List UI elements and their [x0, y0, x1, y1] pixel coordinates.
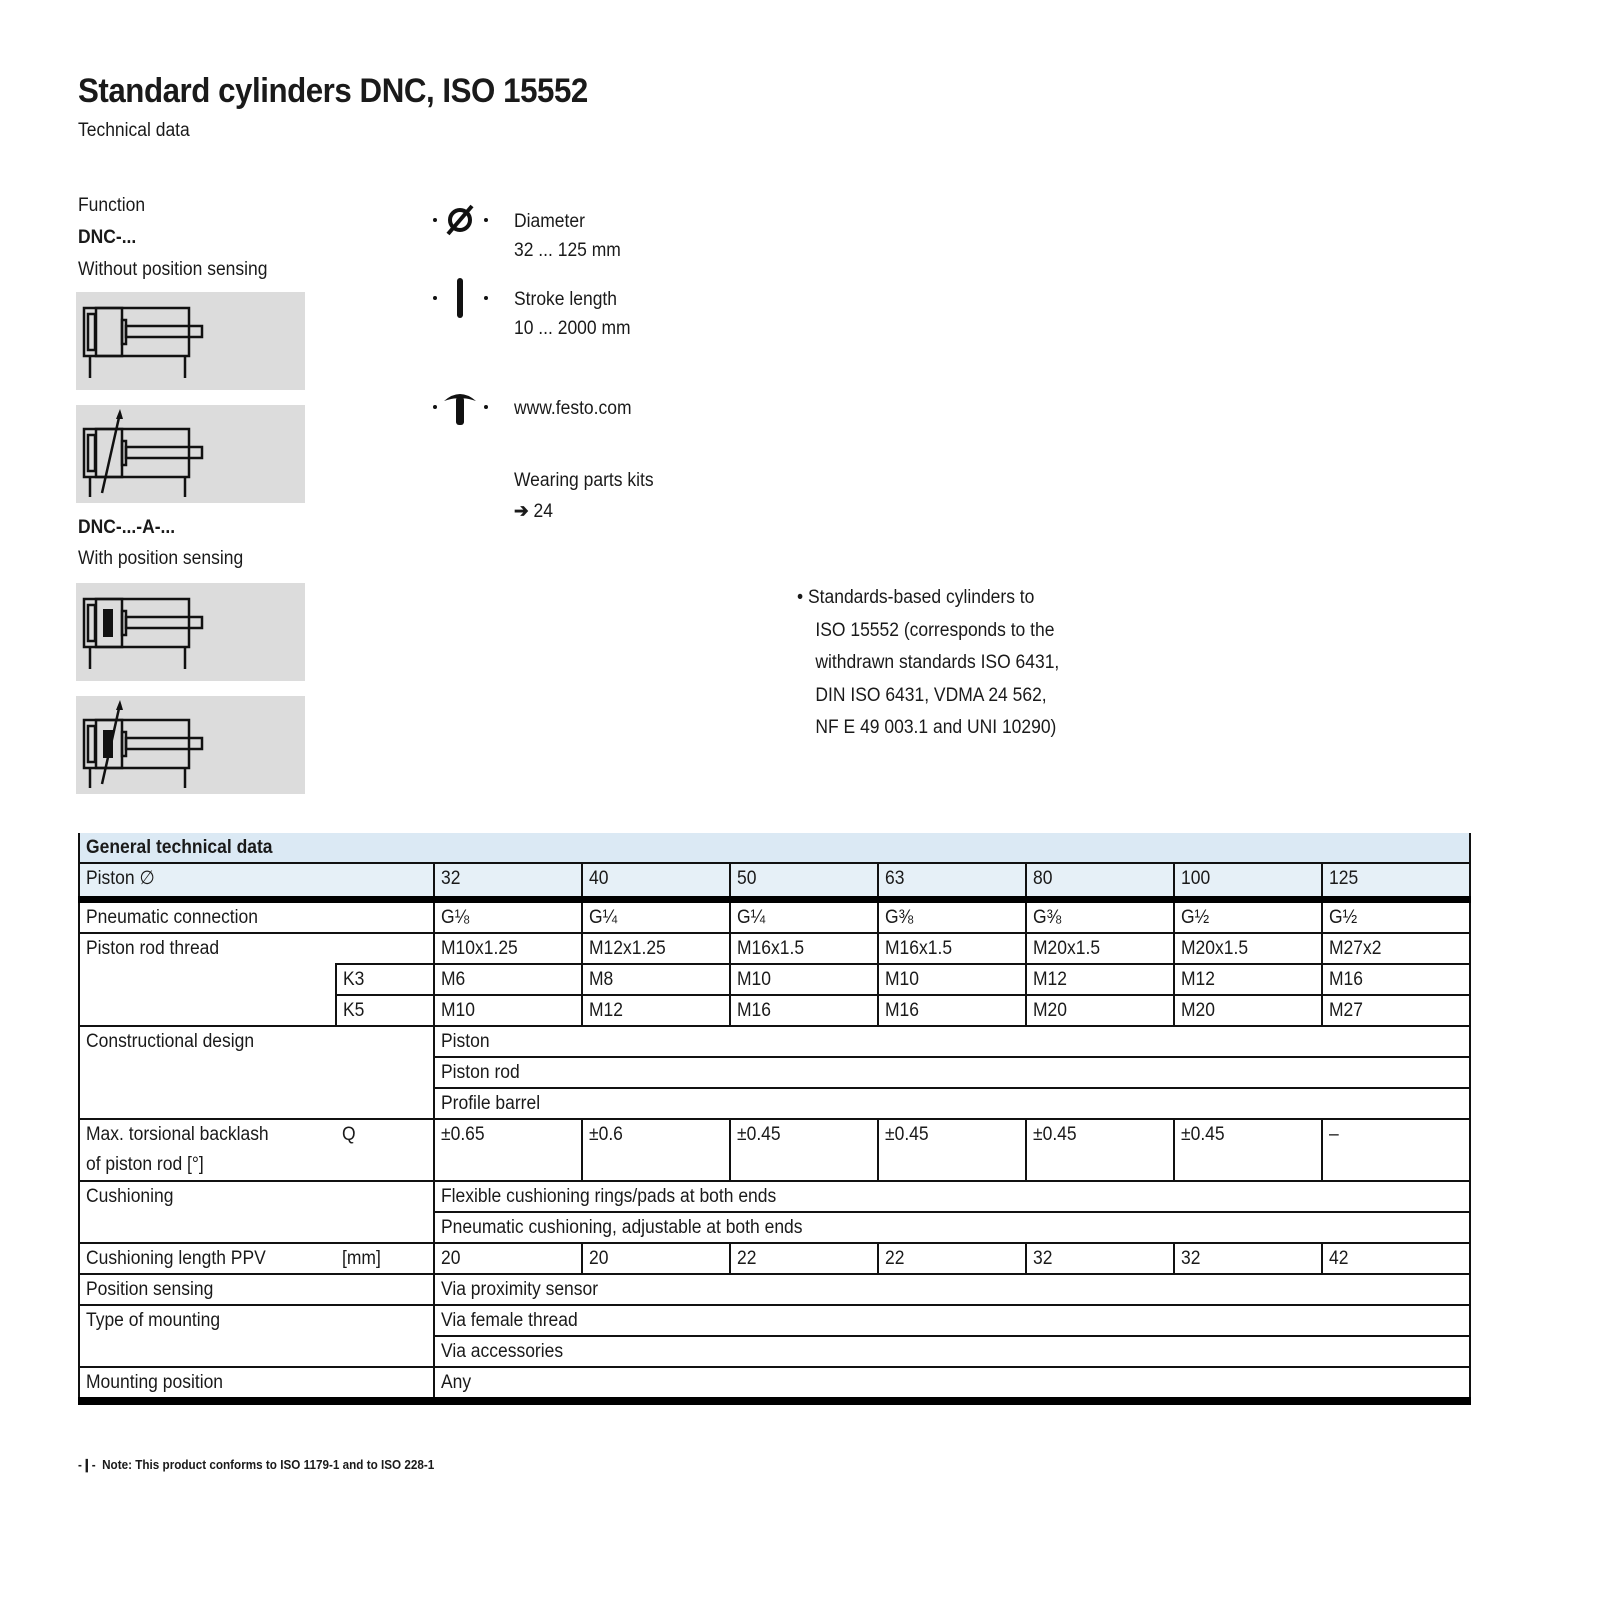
cell-text: M20x1.5: [1181, 938, 1249, 959]
website-link[interactable]: www.festo.com: [514, 398, 632, 419]
table-cell: [582, 1119, 730, 1181]
cell-text: Profile barrel: [441, 1093, 541, 1114]
table-cell: [1322, 933, 1470, 964]
torsional-backlash-row: [79, 1119, 1470, 1181]
table-cell: [1322, 1119, 1470, 1181]
table-cell: [730, 933, 878, 964]
cell-text: [mm]: [342, 1248, 381, 1269]
cell-text: 63: [885, 868, 905, 889]
piston-label: [79, 863, 434, 900]
cylinder-position-sensing-diagram: [76, 583, 305, 681]
cell-text: M20x1.5: [1033, 938, 1101, 959]
size-header: [878, 863, 1026, 900]
cell-text: Constructional design: [86, 1031, 255, 1052]
size-header: [1026, 863, 1174, 900]
variant2-desc: With position sensing: [78, 548, 244, 569]
cell-text: 22: [885, 1248, 905, 1269]
table-cell: [1174, 900, 1322, 934]
cell-text: M10: [441, 1000, 476, 1021]
wearing-parts-page: 24: [533, 501, 553, 522]
wearing-parts-ref[interactable]: [514, 500, 553, 523]
cushioning-row: [79, 1181, 1470, 1212]
cell-text: 32: [1033, 1248, 1053, 1269]
type-of-mounting-row: [79, 1305, 1470, 1336]
footnote: [78, 1457, 434, 1473]
cylinder-position-sensing-adjustable-diagram: [76, 696, 305, 794]
variant1-desc: Without position sensing: [78, 259, 268, 280]
table-cell: [582, 933, 730, 964]
table-cell: [434, 1336, 1470, 1367]
cell-text: M27: [1329, 1000, 1364, 1021]
diameter-value: 32 ... 125 mm: [514, 240, 621, 261]
table-cell: [434, 1367, 1470, 1401]
bullet-text: DIN ISO 6431, VDMA 24 562,: [815, 684, 1047, 706]
cell-text: ±0.65: [441, 1124, 485, 1145]
stroke-label: Stroke length: [514, 289, 618, 310]
cell-text: G½: [1329, 907, 1358, 928]
table-cell: [1174, 995, 1322, 1026]
cell-text: Cushioning: [86, 1186, 174, 1207]
cell-text: G¼: [589, 907, 618, 928]
table-cell: [1322, 995, 1470, 1026]
row-label: [79, 933, 336, 1026]
note-icon: -❙-: [78, 1457, 103, 1472]
cell-text: Q: [342, 1124, 356, 1145]
table-cell: [434, 900, 582, 934]
row-label: [79, 1026, 434, 1119]
row-label: [79, 1243, 336, 1274]
row-label: [79, 1181, 434, 1243]
cell-text: Piston rod thread: [86, 938, 220, 959]
cell-text: M16x1.5: [885, 938, 953, 959]
variant2-code: DNC-...-A-...: [78, 517, 176, 538]
table-cell: [434, 1305, 1470, 1336]
cell-text: M16x1.5: [737, 938, 805, 959]
table-cell: [1026, 1243, 1174, 1274]
position-sensing-row: [79, 1274, 1470, 1305]
bullet-text: withdrawn standards ISO 6431,: [815, 652, 1060, 673]
diameter-icon: [430, 200, 490, 244]
cell-text: G⅜: [885, 907, 914, 928]
size-header: [730, 863, 878, 900]
table-cell: [1322, 964, 1470, 995]
cell-text: 22: [737, 1248, 757, 1269]
unit: [336, 1243, 434, 1274]
table-cell: [1026, 964, 1174, 995]
cell-text: Piston: [441, 1031, 490, 1052]
cell-text: ±0.45: [885, 1124, 929, 1145]
cell-text: 32: [1181, 1248, 1201, 1269]
web-link-icon: [430, 387, 490, 431]
bullet-text: Standards-based cylinders to: [807, 587, 1035, 608]
constructional-design-row: [79, 1026, 1470, 1057]
cell-text: G⅛: [441, 907, 470, 928]
table-cell: [1026, 995, 1174, 1026]
table-cell: [1174, 933, 1322, 964]
cell-text: Piston rod: [441, 1062, 520, 1083]
cell-text: M10: [885, 969, 920, 990]
table-cell: [1174, 964, 1322, 995]
cell-text: M27x2: [1329, 938, 1382, 959]
table-cell: [582, 1243, 730, 1274]
cell-text: 32: [441, 868, 461, 889]
table-cell: [730, 1243, 878, 1274]
arrow-right-icon: ➔: [514, 501, 534, 522]
cell-text: –: [1329, 1124, 1339, 1145]
table-cell: [730, 995, 878, 1026]
table-cell: [434, 1119, 582, 1181]
table-cell: [1174, 1243, 1322, 1274]
table-cell: [878, 995, 1026, 1026]
symbol: [336, 1119, 434, 1181]
cushioning-length-row: [79, 1243, 1470, 1274]
cell-text: Max. torsional backlash: [86, 1124, 269, 1145]
bullet-line: [797, 712, 1059, 745]
bullet-text: ISO 15552 (corresponds to the: [815, 619, 1055, 641]
bullet-line: [797, 680, 1059, 713]
variant1-code: DNC-...: [78, 227, 137, 248]
cell-text: 80: [1033, 868, 1053, 889]
cell-text: M16: [885, 1000, 920, 1021]
table-cell: [1026, 1119, 1174, 1181]
row-label: [79, 1367, 434, 1401]
piston-size-row: [79, 863, 1470, 900]
cell-text: M12x1.25: [589, 938, 666, 959]
table-cell: [1322, 1243, 1470, 1274]
cell-text: G⅜: [1033, 907, 1062, 928]
table-cell: [434, 1057, 1470, 1088]
cell-text: G½: [1181, 907, 1210, 928]
table-cell: [730, 1119, 878, 1181]
cylinder-symbol-diagram: [76, 292, 305, 390]
cell-text: Pneumatic connection: [86, 907, 258, 928]
cell-text: ±0.45: [1033, 1124, 1077, 1145]
cell-text: Cushioning length PPV: [86, 1248, 266, 1269]
cell-text: M16: [737, 1000, 772, 1021]
table-cell: [1322, 900, 1470, 934]
cell-text: Via accessories: [441, 1341, 564, 1362]
size-header: [434, 863, 582, 900]
section-title: [79, 833, 1470, 863]
cell-text: M12: [1033, 969, 1068, 990]
bullet-line: [797, 582, 1059, 615]
table-cell: [434, 933, 582, 964]
diameter-label: Diameter: [514, 211, 585, 232]
cell-text: M20: [1181, 1000, 1216, 1021]
cell-text: Flexible cushioning rings/pads at both ends: [441, 1186, 777, 1207]
table-cell: [1026, 900, 1174, 934]
table-cell: [434, 995, 582, 1026]
cell-text: 100: [1181, 868, 1211, 889]
table-cell: [434, 1212, 1470, 1243]
cell-text: G¼: [737, 907, 766, 928]
mounting-position-row: [79, 1367, 1470, 1401]
cell-text: M20: [1033, 1000, 1068, 1021]
table-cell: [434, 1088, 1470, 1119]
cell-text: M10x1.25: [441, 938, 518, 959]
cell-text: K5: [343, 1000, 365, 1021]
size-header: [582, 863, 730, 900]
table-cell: [434, 1243, 582, 1274]
cell-text: Position sensing: [86, 1279, 214, 1300]
table-cell: [1174, 1119, 1322, 1181]
cell-text: Via proximity sensor: [441, 1279, 599, 1300]
table-cell: [582, 964, 730, 995]
cell-text: M8: [589, 969, 614, 990]
cell-text: 50: [737, 868, 757, 889]
table-cell: [730, 900, 878, 934]
page-subtitle: Technical data: [78, 120, 190, 141]
cell-text: Any: [441, 1372, 472, 1393]
table-cell: [434, 1026, 1470, 1057]
row-label: [79, 1119, 336, 1181]
cell-text: Mounting position: [86, 1372, 224, 1393]
table-cell: [878, 1243, 1026, 1274]
cell-text: 42: [1329, 1248, 1349, 1269]
pneumatic-connection-row: [79, 900, 1470, 934]
cell-text: Type of mounting: [86, 1310, 221, 1331]
cell-text: M10: [737, 969, 772, 990]
table-cell: [1026, 933, 1174, 964]
cylinder-adjustable-cushion-diagram: [76, 405, 305, 503]
table-cell: [336, 933, 434, 964]
cell-text: ±0.45: [737, 1124, 781, 1145]
piston-rod-thread-row: [79, 933, 1470, 964]
cell-text: ±0.45: [1181, 1124, 1225, 1145]
cell-text: M6: [441, 969, 466, 990]
stroke-value: 10 ... 2000 mm: [514, 318, 631, 339]
cell-text: Piston ∅: [86, 868, 155, 889]
cell-text: ±0.6: [589, 1124, 623, 1145]
wearing-parts-label: Wearing parts kits: [514, 470, 654, 491]
table-cell: [582, 900, 730, 934]
cell-text: of piston rod [°]: [86, 1154, 204, 1175]
table-cell: [730, 964, 878, 995]
bullet-line: [797, 647, 1059, 680]
sub-label: [336, 964, 434, 995]
note-text: Note: This product conforms to ISO 1179-1 and to ISO 228-1: [102, 1457, 435, 1472]
size-header: [1322, 863, 1470, 900]
feature-bullet: [797, 582, 1059, 745]
table-cell: [878, 900, 1026, 934]
table-cell: [878, 933, 1026, 964]
page-title: Standard cylinders DNC, ISO 15552: [78, 72, 588, 110]
row-label: [79, 900, 434, 934]
cell-text: Pneumatic cushioning, adjustable at both ends: [441, 1217, 803, 1238]
table-cell: [434, 1274, 1470, 1305]
function-heading: Function: [78, 195, 146, 216]
size-header: [1174, 863, 1322, 900]
sub-label: [336, 995, 434, 1026]
table-cell: [582, 995, 730, 1026]
row-label: [79, 1274, 434, 1305]
stroke-length-icon: [430, 276, 490, 320]
cell-text: M16: [1329, 969, 1364, 990]
table-cell: [878, 1119, 1026, 1181]
section-header-row: [79, 833, 1470, 863]
bullet-text: NF E 49 003.1 and UNI 10290): [815, 717, 1057, 738]
bullet-icon: •: [797, 587, 808, 608]
table-cell: [878, 964, 1026, 995]
cell-text: General technical data: [86, 837, 273, 858]
table-cell: [434, 1181, 1470, 1212]
general-technical-data-table: [78, 833, 1471, 1405]
cell-text: 20: [589, 1248, 609, 1269]
cell-text: M12: [589, 1000, 624, 1021]
table-cell: [434, 964, 582, 995]
bullet-line: [797, 615, 1059, 648]
cell-text: M12: [1181, 969, 1216, 990]
row-label: [79, 1305, 434, 1367]
cell-text: 125: [1329, 868, 1359, 889]
cell-text: K3: [343, 969, 365, 990]
cell-text: 40: [589, 868, 609, 889]
cell-text: Via female thread: [441, 1310, 578, 1331]
cell-text: 20: [441, 1248, 461, 1269]
